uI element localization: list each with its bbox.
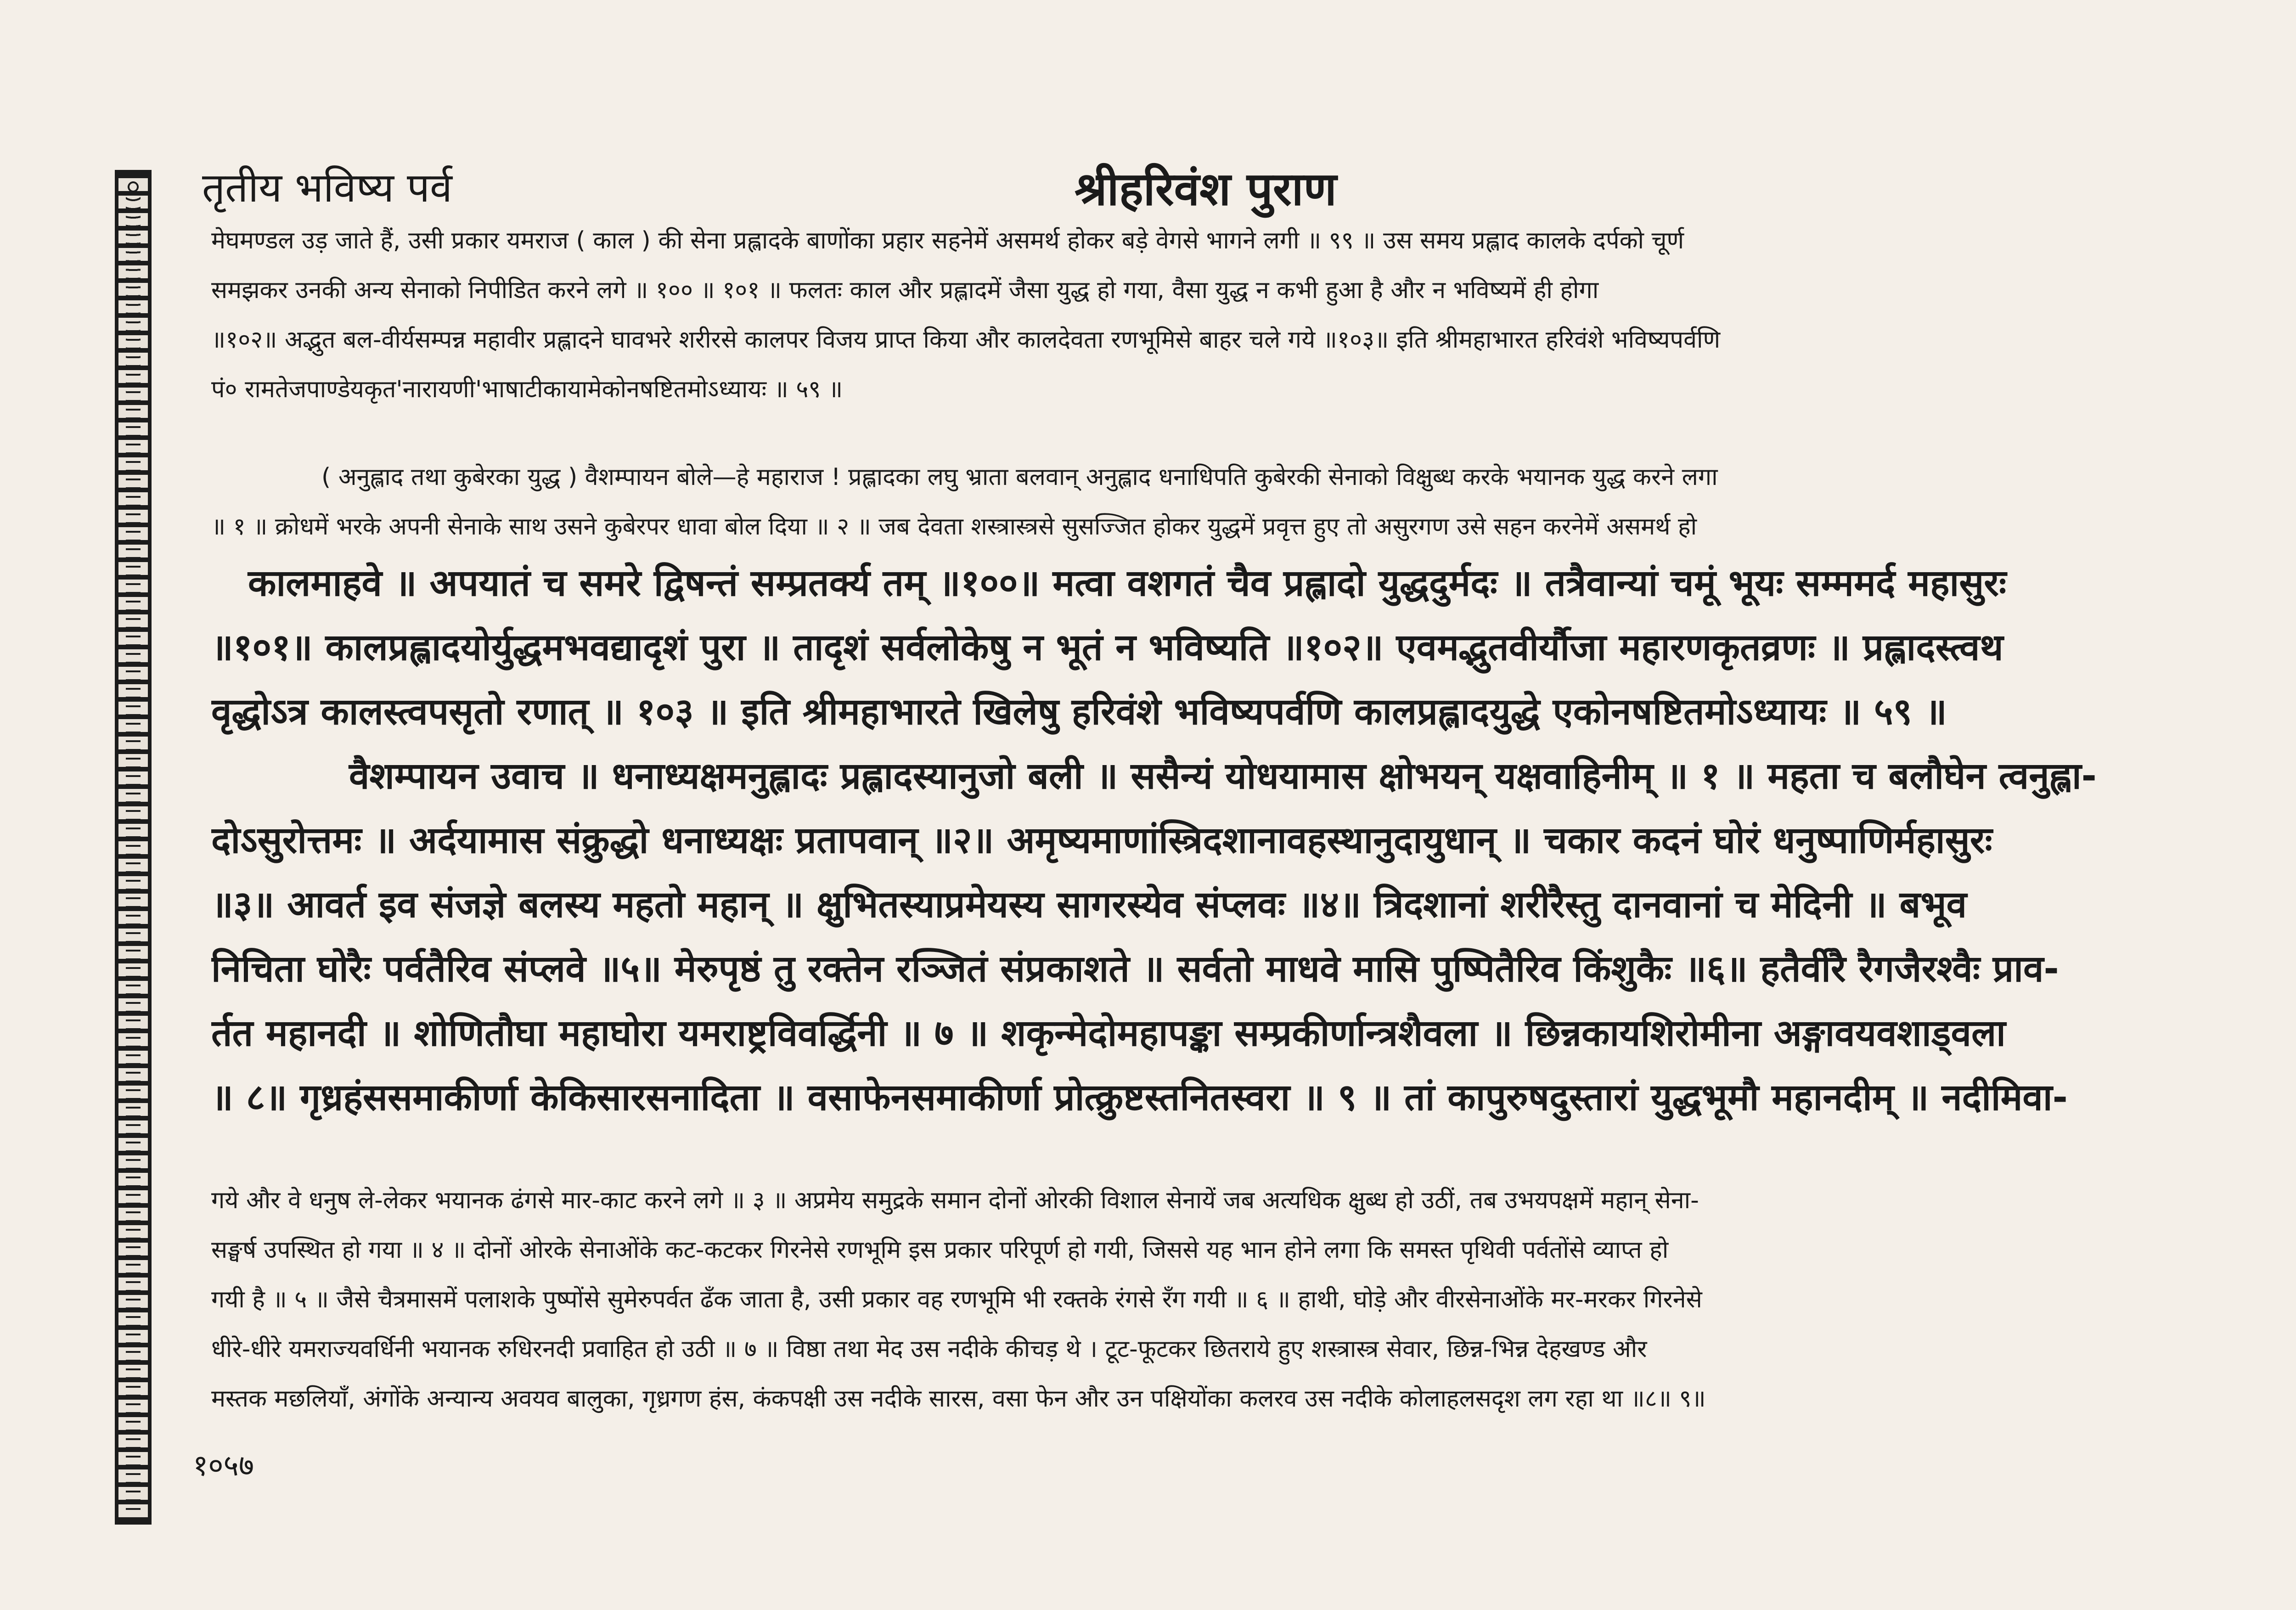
text-line: मस्तक मछलियाँ, अंगोंके अन्यान्य अवयव बालुका, गृध्रगण हंस, कंकपक्षी उस नदीके सारस, वसा फेन और उन पक्षियोंका कलरव उस नदीके कोलाहलसदृश लग रहा था ॥८॥ ९॥: [211, 1385, 1706, 1413]
text-line: ॥ १ ॥ क्रोधमें भरके अपनी सेनाके साथ उसने कुबेरपर धावा बोल दिया ॥ २ ॥ जब देवता शस्त्रास्त्रसे सुसज्जित होकर युद्धमें प्रवृत्त हुए तो असुरगण उसे सहन करनेमें असमर्थ हो: [211, 513, 1697, 540]
text-line: समझकर उनकी अन्य सेनाको निपीडित करने लगे ॥ १०० ॥ १०१ ॥ फलतः काल और प्रह्लादमें जैसा युद्ध हो गया, वैसा युद्ध न कभी हुआ है और न भविष्यमें ही होगा: [211, 276, 1599, 304]
text-line: गये और वे धनुष ले-लेकर भयानक ढंगसे मार-काट करने लगे ॥ ३ ॥ अप्रमेय समुद्रके समान दोनों ओरकी विशाल सेनायें जब अत्यधिक क्षुब्ध हो उठीं, तब उभयपक्षमें महान् सेना-: [211, 1187, 1699, 1214]
left-decorative-border: [115, 170, 152, 1525]
verse-line: ॥१०१॥ कालप्रह्लादयोर्युद्धमभवद्यादृशं पुरा ॥ तादृशं सर्वलोकेषु न भूतं न भविष्यति ॥१०२॥ एवमद्भुतवीर्यौजा महारणकृतव्रणः ॥ प्रह्लादस्त्वथ: [211, 626, 2003, 669]
book-title: श्रीहरिवंश पुराण: [1075, 162, 1337, 216]
verse-line: वैशम्पायन उवाच ॥ धनाध्यक्षमनुह्लादः प्रह्लादस्यानुजो बली ॥ ससैन्यं योधयामास क्षोभयन् यक्षवाहिनीम् ॥ १ ॥ महता च बलौघेन त्वनुह्ला-: [349, 754, 2097, 797]
verse-line: वृद्धोऽत्र कालस्त्वपसृतो रणात् ॥ १०३ ॥ इति श्रीमहाभारते खिलेषु हरिवंशे भविष्यपर्वणि कालप्रह्लादयुद्धे एकोनषष्टितमोऽध्यायः ॥ ५९ ॥: [211, 690, 1947, 733]
verse-line: निचिता घोरैः पर्वतैरिव संप्लवे ॥५॥ मेरुपृष्ठं तु रक्तेन रञ्जितं संप्रकाशते ॥ सर्वतो माधवे मासि पुष्पितैरिव किंशुकैः ॥६॥ हतैर्वीरै रैगजैरश्वैः प्राव-: [211, 947, 2059, 990]
text-line: मेघमण्डल उड़ जाते हैं, उसी प्रकार यमराज ( काल ) की सेना प्रह्लादके बाणोंका प्रहार सहनेमें असमर्थ होकर बड़े वेगसे भागने लगी ॥ ९९ ॥ उस समय प्रह्लाद कालके दर्पको चूर्ण: [211, 227, 1684, 254]
text-line: ॥१०२॥ अद्भुत बल-वीर्यसम्पन्न महावीर प्रह्लादने घावभरे शरीरसे कालपर विजय प्राप्त किया और कालदेवता रणभूमिसे बाहर चले गये ॥१०३॥ इति श्रीमहाभारत हरिवंशे भविष्यपर्वणि: [211, 326, 1721, 354]
text-line: ( अनुह्लाद तथा कुबेरका युद्ध ) वैशम्पायन बोले—हे महाराज ! प्रह्लादका लघु भ्राता बलवान् अनुह्लाद धनाधिपति कुबेरकी सेनाको विक्षुब्ध करके भयानक युद्ध करने लगा: [321, 463, 1718, 491]
translation-top: [211, 216, 2296, 414]
translation-mid: [211, 452, 2296, 552]
verse-line: दोऽसुरोत्तमः ॥ अर्दयामास संक्रुद्धो धनाध्यक्षः प्रतापवान् ॥२॥ अमृष्यमाणांस्त्रिदशानावहस्थानुदायुधान् ॥ चकार कदनं घोरं धनुष्पाणिर्महासुरः: [211, 819, 1992, 861]
verse-line: र्तत महानदी ॥ शोणितौघा महाघोरा यमराष्ट्रविवर्द्धिनी ॥ ७ ॥ शकृन्मेदोमहापङ्का सम्प्रकीर्णान्त्रशैवला ॥ छिन्नकायशिरोमीना अङ्गावयवशाड्वला: [211, 1012, 2006, 1054]
translation-bottom: [211, 1176, 2296, 1424]
text-line: धीरे-धीरे यमराज्यवर्धिनी भयानक रुधिरनदी प्रवाहित हो उठी ॥ ७ ॥ विष्ठा तथा मेद उस नदीके कीचड़ थे । टूट-फूटकर छितराये हुए शस्त्रास्त्र सेवार, छिन्न-भिन्न देहखण्ड और: [211, 1335, 1647, 1363]
text-line: पं० रामतेजपाण्डेयकृत'नारायणी'भाषाटीकायामेकोनषष्टितमोऽध्यायः ॥ ५९ ॥: [211, 376, 843, 403]
text-line: गयी है ॥ ५ ॥ जैसे चैत्रमासमें पलाशके पुष्पोंसे सुमेरुपर्वत ढँक जाता है, उसी प्रकार वह रणभूमि भी रक्तके रंगसे रँग गयी ॥ ६ ॥ हाथी, घोड़े और वीरसेनाओंके मर-मरकर गिरनेसे: [211, 1286, 1702, 1313]
page-header: [193, 158, 2296, 216]
text-line: सङ्घर्ष उपस्थित हो गया ॥ ४ ॥ दोनों ओरके सेनाओंके कट-कटकर गिरनेसे रणभूमि इस प्रकार परिपूर्ण हो गयी, जिससे यह भान होने लगा कि समस्त पृथिवी पर्वतोंसे व्याप्त हो: [211, 1236, 1669, 1264]
sanskrit-verses: [211, 551, 2296, 1130]
verse-line: ॥ ८॥ गृध्रहंससमाकीर्णा केकिसारसनादिता ॥ वसाफेनसमाकीर्णा प्रोत्क्रुष्टस्तनितस्वरा ॥ ९ ॥ तां कापुरुषदुस्तारां युद्धभूमौ महानदीम् ॥ नदीमिवा-: [211, 1076, 2068, 1119]
section-title: तृतीय भविष्य पर्व: [202, 164, 452, 211]
verse-line: कालमाहवे ॥ अपयातं च समरे द्विषन्तं सम्प्रतर्क्य तम् ॥१००॥ मत्वा वशगतं चैव प्रह्लादो युद्धदुर्मदः ॥ तत्रैवान्यां चमूं भूयः सम्ममर्द महासुरः: [248, 562, 2007, 604]
verse-line: ॥३॥ आवर्त इव संजज्ञे बलस्य महतो महान् ॥ क्षुभितस्याप्रमेयस्य सागरस्येव संप्लवः ॥४॥ त्रिदशानां शरीरैस्तु दानवानां च मेदिनी ॥ बभूव: [211, 883, 1967, 926]
page-number-left: १०५७: [193, 1449, 254, 1483]
